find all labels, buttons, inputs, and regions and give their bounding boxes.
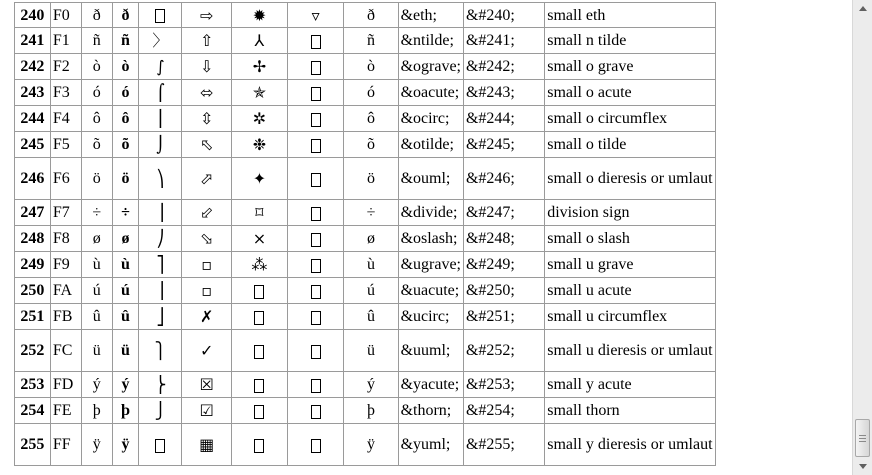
- row-entity-number: &#251;: [463, 304, 544, 330]
- row-wingdings-glyph: ⇧: [182, 28, 232, 54]
- row-description: small eth: [545, 3, 715, 28]
- row-symbol-glyph: ⎤: [139, 252, 182, 278]
- empty-box-glyph: [254, 379, 264, 393]
- row-wingdings-glyph: ⇨: [182, 3, 232, 28]
- row-entity-number: &#244;: [463, 106, 544, 132]
- row-symbol-glyph: ⎬: [139, 372, 182, 398]
- row-char-bold: ù: [112, 252, 139, 278]
- row-description: small n tilde: [545, 28, 715, 54]
- empty-box-glyph: [311, 113, 321, 127]
- scroll-down-button[interactable]: [854, 458, 872, 475]
- row-character: ÿ: [344, 424, 398, 466]
- row-wingdings-glyph: ▫: [182, 252, 232, 278]
- row-webdings-glyph: ✦: [231, 158, 287, 200]
- row-entity-number: &#247;: [463, 200, 544, 226]
- row-character: ö: [344, 158, 398, 200]
- character-table-body: [15, 3, 852, 466]
- row-char-bold: ø: [112, 226, 139, 252]
- row-wingdings-glyph: ⬁: [182, 132, 232, 158]
- row-character: ý: [344, 372, 398, 398]
- row-webdings-glyph: ✢: [231, 54, 287, 80]
- table-row: [15, 226, 852, 252]
- row-character: ü: [344, 330, 398, 372]
- table-row: [15, 28, 852, 54]
- row-entity-number: &#255;: [463, 424, 544, 466]
- row-webdings-glyph: [231, 304, 287, 330]
- row-decimal-code: 246: [15, 158, 51, 200]
- row-decimal-code: 251: [15, 304, 51, 330]
- row-decimal-code: 254: [15, 398, 51, 424]
- row-wingdings-glyph: ☑: [182, 398, 232, 424]
- row-entity-name: &ocirc;: [398, 106, 463, 132]
- empty-box-glyph: [254, 311, 264, 325]
- row-decimal-code: 247: [15, 200, 51, 226]
- row-description: small o grave: [545, 54, 715, 80]
- row-char-normal: ù: [81, 252, 112, 278]
- row-hex-code: F8: [50, 226, 81, 252]
- row-symbol-glyph: 〉: [139, 28, 182, 54]
- row-entity-name: &ucirc;: [398, 304, 463, 330]
- row-wingdings-glyph: ☒: [182, 372, 232, 398]
- row-symbol-glyph: ⎞: [139, 158, 182, 200]
- row-entity-number: &#246;: [463, 158, 544, 200]
- row-extra-glyph: [287, 398, 344, 424]
- row-character: û: [344, 304, 398, 330]
- row-extra-glyph: [287, 252, 344, 278]
- row-entity-name: &eth;: [398, 3, 463, 28]
- empty-box-glyph: [311, 285, 321, 299]
- row-char-normal: ÷: [81, 200, 112, 226]
- row-character: ÷: [344, 200, 398, 226]
- row-decimal-code: 248: [15, 226, 51, 252]
- row-extra-glyph: [287, 200, 344, 226]
- empty-box-glyph: [155, 439, 165, 453]
- row-hex-code: FC: [50, 330, 81, 372]
- row-char-normal: ü: [81, 330, 112, 372]
- row-char-normal: þ: [81, 398, 112, 424]
- row-extra-glyph: [287, 372, 344, 398]
- row-character: ò: [344, 54, 398, 80]
- row-wingdings-glyph: ✗: [182, 304, 232, 330]
- row-symbol-glyph: ⎦: [139, 304, 182, 330]
- row-entity-name: &ograve;: [398, 54, 463, 80]
- row-entity-number: &#248;: [463, 226, 544, 252]
- row-char-normal: ÿ: [81, 424, 112, 466]
- empty-box-glyph: [311, 345, 321, 359]
- row-entity-number: &#250;: [463, 278, 544, 304]
- empty-box-glyph: [155, 9, 165, 23]
- table-row: [15, 106, 852, 132]
- row-character: ð: [344, 3, 398, 28]
- row-symbol-glyph: ⎭: [139, 398, 182, 424]
- row-entity-number: &#249;: [463, 252, 544, 278]
- row-symbol-glyph: ⎫: [139, 330, 182, 372]
- empty-box-glyph: [311, 439, 321, 453]
- row-symbol-glyph: ⌠: [139, 80, 182, 106]
- row-description: small u grave: [545, 252, 715, 278]
- row-entity-number: &#240;: [463, 3, 544, 28]
- row-entity-name: &divide;: [398, 200, 463, 226]
- row-description: small u circumflex: [545, 304, 715, 330]
- row-wingdings-glyph: ▫: [182, 278, 232, 304]
- table-row: [15, 80, 852, 106]
- row-char-normal: ø: [81, 226, 112, 252]
- row-character: ù: [344, 252, 398, 278]
- empty-box-glyph: [311, 405, 321, 419]
- row-description: small y dieresis or umlaut: [545, 424, 715, 466]
- row-webdings-glyph: ✯: [231, 80, 287, 106]
- empty-box-glyph: [311, 61, 321, 75]
- row-symbol-glyph: ∫: [139, 54, 182, 80]
- row-extra-glyph: [287, 54, 344, 80]
- table-row: [15, 3, 852, 28]
- row-symbol-glyph: ⎟: [139, 200, 182, 226]
- row-extra-glyph: ▿: [287, 3, 344, 28]
- row-decimal-code: 255: [15, 424, 51, 466]
- table-row: [15, 330, 852, 372]
- row-description: small o slash: [545, 226, 715, 252]
- row-hex-code: F5: [50, 132, 81, 158]
- row-entity-number: &#242;: [463, 54, 544, 80]
- row-char-bold: ü: [112, 330, 139, 372]
- row-entity-number: &#253;: [463, 372, 544, 398]
- row-hex-code: FA: [50, 278, 81, 304]
- row-char-normal: õ: [81, 132, 112, 158]
- row-decimal-code: 250: [15, 278, 51, 304]
- row-wingdings-glyph: ⬃: [182, 200, 232, 226]
- table-row: [15, 54, 852, 80]
- row-description: small o acute: [545, 80, 715, 106]
- table-row: [15, 200, 852, 226]
- empty-box-glyph: [311, 233, 321, 247]
- row-hex-code: FE: [50, 398, 81, 424]
- table-row: [15, 158, 852, 200]
- row-decimal-code: 243: [15, 80, 51, 106]
- row-char-bold: ý: [112, 372, 139, 398]
- row-character: ø: [344, 226, 398, 252]
- row-extra-glyph: [287, 132, 344, 158]
- row-description: small o circumflex: [545, 106, 715, 132]
- empty-box-glyph: [311, 311, 321, 325]
- row-symbol-glyph: [139, 424, 182, 466]
- row-decimal-code: 244: [15, 106, 51, 132]
- row-entity-name: &thorn;: [398, 398, 463, 424]
- row-character: ô: [344, 106, 398, 132]
- row-entity-name: &oacute;: [398, 80, 463, 106]
- row-char-bold: ð: [112, 3, 139, 28]
- row-wingdings-glyph: ✓: [182, 330, 232, 372]
- row-decimal-code: 245: [15, 132, 51, 158]
- row-char-bold: þ: [112, 398, 139, 424]
- row-webdings-glyph: ⌑: [231, 200, 287, 226]
- row-hex-code: F9: [50, 252, 81, 278]
- row-char-normal: ñ: [81, 28, 112, 54]
- row-char-normal: ô: [81, 106, 112, 132]
- table-row: [15, 304, 852, 330]
- table-row: [15, 132, 852, 158]
- table-row: [15, 424, 852, 466]
- row-decimal-code: 240: [15, 3, 51, 28]
- row-entity-name: &oslash;: [398, 226, 463, 252]
- row-webdings-glyph: ⁂: [231, 252, 287, 278]
- row-extra-glyph: [287, 226, 344, 252]
- empty-box-glyph: [254, 405, 264, 419]
- empty-box-glyph: [311, 379, 321, 393]
- row-hex-code: F4: [50, 106, 81, 132]
- row-description: small o dieresis or umlaut: [545, 158, 715, 200]
- row-entity-name: &ntilde;: [398, 28, 463, 54]
- row-hex-code: F6: [50, 158, 81, 200]
- row-char-normal: ó: [81, 80, 112, 106]
- row-wingdings-glyph: ▦: [182, 424, 232, 466]
- row-char-bold: ò: [112, 54, 139, 80]
- row-entity-number: &#252;: [463, 330, 544, 372]
- row-character: ñ: [344, 28, 398, 54]
- row-char-normal: ö: [81, 158, 112, 200]
- row-decimal-code: 252: [15, 330, 51, 372]
- row-entity-number: &#243;: [463, 80, 544, 106]
- row-char-normal: ð: [81, 3, 112, 28]
- row-description: small u dieresis or umlaut: [545, 330, 715, 372]
- row-wingdings-glyph: ⬄: [182, 80, 232, 106]
- row-char-bold: ö: [112, 158, 139, 200]
- scrollbar-thumb[interactable]: [855, 419, 870, 457]
- row-entity-name: &yacute;: [398, 372, 463, 398]
- row-extra-glyph: [287, 158, 344, 200]
- row-char-bold: û: [112, 304, 139, 330]
- row-hex-code: FD: [50, 372, 81, 398]
- row-symbol-glyph: ⎮: [139, 106, 182, 132]
- empty-box-glyph: [254, 439, 264, 453]
- row-wingdings-glyph: ⬂: [182, 226, 232, 252]
- row-entity-name: &uacute;: [398, 278, 463, 304]
- row-char-bold: ú: [112, 278, 139, 304]
- row-char-bold: õ: [112, 132, 139, 158]
- row-webdings-glyph: ⨯: [231, 226, 287, 252]
- empty-box-glyph: [254, 345, 264, 359]
- row-char-bold: ÿ: [112, 424, 139, 466]
- row-webdings-glyph: [231, 398, 287, 424]
- row-hex-code: F3: [50, 80, 81, 106]
- table-row: [15, 278, 852, 304]
- row-wingdings-glyph: ⬀: [182, 158, 232, 200]
- row-hex-code: F1: [50, 28, 81, 54]
- row-description: small thorn: [545, 398, 715, 424]
- row-decimal-code: 253: [15, 372, 51, 398]
- row-entity-number: &#254;: [463, 398, 544, 424]
- row-hex-code: F0: [50, 3, 81, 28]
- row-wingdings-glyph: ⇩: [182, 54, 232, 80]
- empty-box-glyph: [311, 259, 321, 273]
- row-hex-code: F7: [50, 200, 81, 226]
- row-extra-glyph: [287, 80, 344, 106]
- row-symbol-glyph: ⎠: [139, 226, 182, 252]
- row-extra-glyph: [287, 304, 344, 330]
- row-webdings-glyph: ✲: [231, 106, 287, 132]
- row-webdings-glyph: [231, 424, 287, 466]
- row-entity-name: &otilde;: [398, 132, 463, 158]
- row-decimal-code: 242: [15, 54, 51, 80]
- row-description: small u acute: [545, 278, 715, 304]
- row-extra-glyph: [287, 106, 344, 132]
- row-character: ú: [344, 278, 398, 304]
- row-char-bold: ó: [112, 80, 139, 106]
- row-description: small y acute: [545, 372, 715, 398]
- table-row: [15, 252, 852, 278]
- row-char-normal: ý: [81, 372, 112, 398]
- row-symbol-glyph: ⌡: [139, 132, 182, 158]
- row-webdings-glyph: ⅄: [231, 28, 287, 54]
- scroll-up-button[interactable]: [854, 0, 872, 17]
- row-entity-name: &ouml;: [398, 158, 463, 200]
- table-row: [15, 398, 852, 424]
- empty-box-glyph: [311, 139, 321, 153]
- row-char-bold: ÷: [112, 200, 139, 226]
- character-table: [14, 2, 852, 466]
- empty-box-glyph: [311, 207, 321, 221]
- row-symbol-glyph: [139, 3, 182, 28]
- row-character: þ: [344, 398, 398, 424]
- row-extra-glyph: [287, 424, 344, 466]
- row-description: small o tilde: [545, 132, 715, 158]
- row-character: ó: [344, 80, 398, 106]
- row-char-bold: ñ: [112, 28, 139, 54]
- row-char-bold: ô: [112, 106, 139, 132]
- row-entity-name: &ugrave;: [398, 252, 463, 278]
- empty-box-glyph: [311, 173, 321, 187]
- row-entity-name: &yuml;: [398, 424, 463, 466]
- row-entity-number: &#241;: [463, 28, 544, 54]
- row-entity-name: &uuml;: [398, 330, 463, 372]
- row-webdings-glyph: [231, 330, 287, 372]
- row-webdings-glyph: [231, 372, 287, 398]
- row-hex-code: FF: [50, 424, 81, 466]
- arrow-up-icon: [859, 6, 867, 11]
- empty-box-glyph: [254, 285, 264, 299]
- empty-box-glyph: [311, 35, 321, 49]
- row-symbol-glyph: ⎥: [139, 278, 182, 304]
- row-hex-code: F2: [50, 54, 81, 80]
- row-char-normal: ò: [81, 54, 112, 80]
- arrow-down-icon: [859, 464, 867, 469]
- vertical-scrollbar[interactable]: [852, 0, 872, 475]
- row-character: õ: [344, 132, 398, 158]
- row-entity-number: &#245;: [463, 132, 544, 158]
- row-webdings-glyph: ❉: [231, 132, 287, 158]
- row-wingdings-glyph: ⇳: [182, 106, 232, 132]
- row-decimal-code: 249: [15, 252, 51, 278]
- row-decimal-code: 241: [15, 28, 51, 54]
- row-extra-glyph: [287, 278, 344, 304]
- row-webdings-glyph: [231, 278, 287, 304]
- row-char-normal: û: [81, 304, 112, 330]
- row-hex-code: FB: [50, 304, 81, 330]
- row-extra-glyph: [287, 330, 344, 372]
- row-webdings-glyph: ✹: [231, 3, 287, 28]
- table-row: [15, 372, 852, 398]
- row-char-normal: ú: [81, 278, 112, 304]
- empty-box-glyph: [311, 87, 321, 101]
- row-description: division sign: [545, 200, 715, 226]
- row-extra-glyph: [287, 28, 344, 54]
